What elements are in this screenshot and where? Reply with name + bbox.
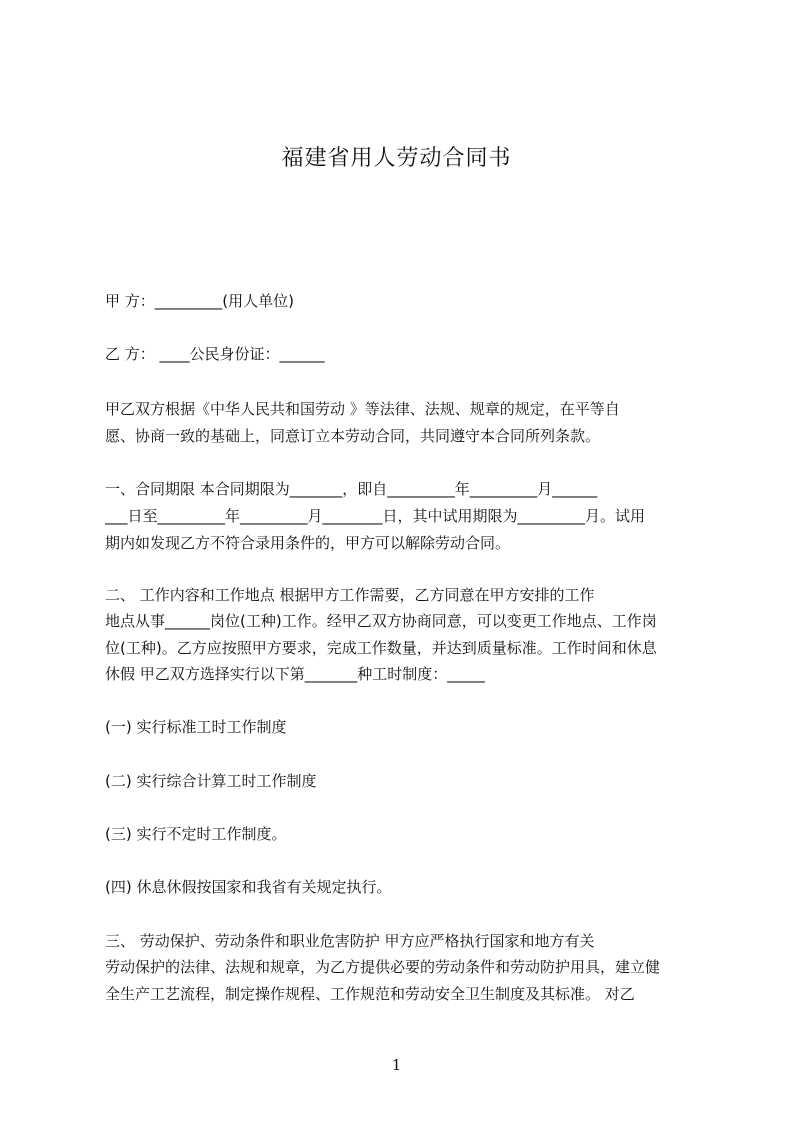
term-line-3: 期内如发现乙方不符合录用条件的，甲方可以解除劳动合同。 [105, 534, 511, 552]
term-line-1: 一、合同期限 本合同期限为_______，即自_________年_________月______ [105, 480, 598, 498]
page-number: 1 [391, 1056, 402, 1074]
term-line-2: ___日至_________年_________月________日，其中试用期限为_________月。试用 [105, 507, 646, 525]
preamble-line-2: 愿、协商一致的基础上，同意订立本劳动合同，共同遵守本合同所列条款。 [105, 427, 601, 445]
preamble-line-1: 甲乙双方根据《中华人民共和国劳动 》等法律、法规、规章的规定，在平等自 [105, 400, 620, 418]
labor-protection-line-3: 全生产工艺流程，制定操作规程、工作规范和劳动安全卫生制度及其标准。 对乙 [105, 985, 635, 1003]
document-title: 福建省用人劳动合同书 [281, 146, 512, 171]
work-content-line-3: 位(工种)。乙方应按照甲方要求，完成工作数量，并达到质量标准。工作时间和休息 [105, 639, 657, 657]
labor-protection-line-2: 劳动保护的法律、法规和规章，为乙方提供必要的劳动条件和劳动防护用具，建立健 [105, 958, 661, 976]
labor-protection-line-1: 三、 劳动保护、劳动条件和职业危害防护 甲方应严格执行国家和地方有关 [105, 932, 595, 950]
work-content-line-1: 二、 工作内容和工作地点 根据甲方工作需要，乙方同意在甲方安排的工作 [105, 586, 595, 604]
working-hours-option-4: (四) 休息休假按国家和我省有关规定执行。 [105, 878, 392, 896]
work-content-line-4: 休假 甲乙双方选择实行以下第_______种工时制度：_____ [105, 665, 485, 683]
working-hours-option-2: (二) 实行综合计算工时工作制度 [105, 772, 317, 790]
working-hours-option-3: (三) 实行不定时工作制度。 [105, 825, 287, 843]
work-content-line-2: 地点从事______岗位(工种)工作。经甲乙双方协商同意，可以变更工作地点、工作岗 [105, 612, 657, 630]
working-hours-option-1: (一) 实行标准工时工作制度 [105, 718, 287, 736]
party-b-line: 乙 方： ____公民身份证：______ [105, 345, 325, 363]
party-a-line: 甲 方：_________(用人单位) [105, 292, 294, 310]
